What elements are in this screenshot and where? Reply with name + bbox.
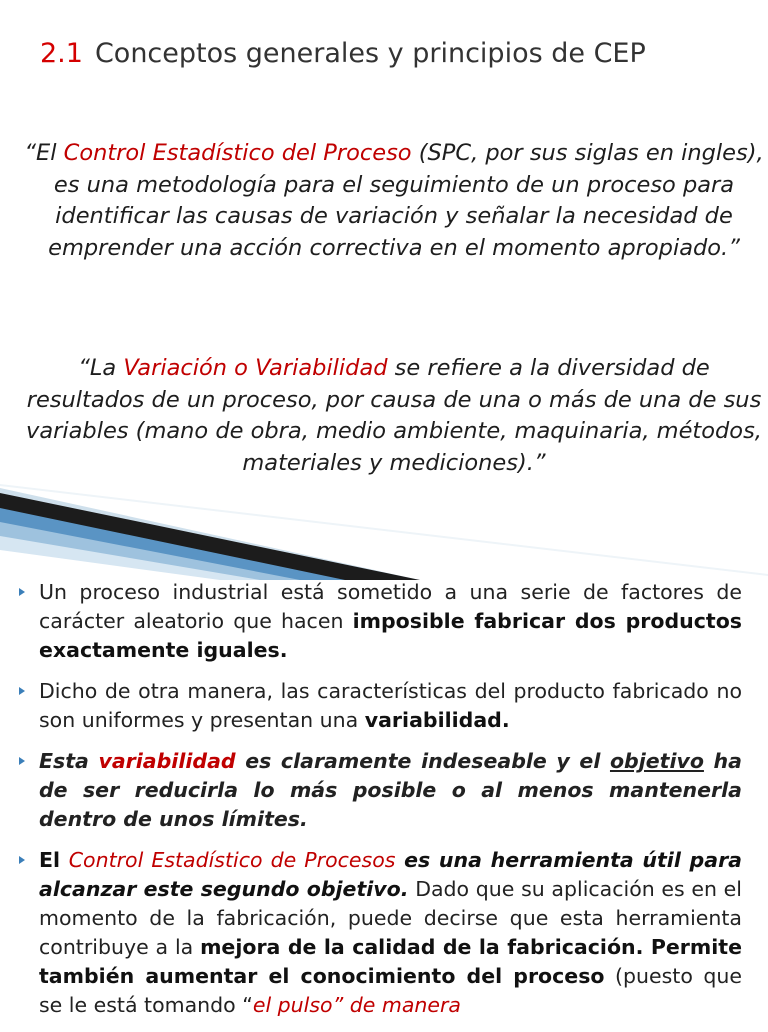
bullet-text: ha de ser reducirla lo más posible o al menos mantenerla dentro de unos límites. (39, 749, 742, 831)
bullet-bold-italic-text: es una herramienta útil para alcanzar este segundo objetivo. (39, 848, 743, 901)
quote2-rest: se refiere a la diversidad de resultados de un proceso, por causa de una o más de una de sus variables (mano de obra, medio ambiente, maquinaria, métodos, materiales y mediciones).” (26, 355, 762, 476)
bullet-bold-text: imposible fabricar dos productos exactamente iguales. (39, 609, 742, 662)
quote-variability-definition (24, 353, 764, 479)
section-number: 2.1 (40, 38, 83, 69)
decorative-swoosh (0, 484, 768, 580)
bullet-arrow-icon (19, 856, 25, 864)
bullet-red-text: variabilidad (98, 749, 236, 773)
bullet-text: Dicho de otra manera, las características del producto fabricado no son uniformes y presentan una (39, 679, 742, 732)
bullet-arrow-icon (19, 588, 25, 596)
slide-title (40, 38, 646, 69)
bullet-bold-text: mejora de la calidad de la fabricación. Permite también aumentar el conocimiento del proceso (39, 935, 743, 988)
bullet-underlined-text: objetivo (609, 749, 704, 773)
title-text: Conceptos generales y principios de CEP (94, 38, 646, 69)
bullet-arrow-icon (19, 687, 25, 695)
bullet-text: es claramente indeseable y el (235, 749, 610, 773)
quote-spc-definition (24, 138, 764, 264)
quote2-open: “La (78, 355, 124, 381)
bullet-red-text: Control Estadístico de Procesos (68, 848, 396, 872)
bullet-bold-text: variabilidad. (364, 708, 510, 732)
quote1-rest: (SPC, por sus siglas en ingles), es una metodología para el seguimiento de un proceso para identificar las causas de variación y señalar la necesidad de emprender una acción correctiva en el momento apropiado.” (48, 140, 764, 261)
bullet-list (0, 578, 768, 1032)
bullet-item (0, 578, 768, 665)
quote1-open: “El (24, 140, 64, 166)
bullet-text: (puesto que se le está tomando “ (39, 964, 742, 1017)
quote2-term: Variación o Variabilidad (123, 355, 388, 381)
bullet-text: Esta (39, 749, 99, 773)
bullet-bold-text: El (39, 848, 69, 872)
bullet-text: Un proceso industrial está sometido a una serie de factores de carácter aleatorio que hacen (39, 580, 742, 633)
bullet-arrow-icon (19, 757, 25, 765)
bullet-item (0, 747, 768, 834)
bullet-item (0, 677, 768, 735)
quote1-term: Control Estadístico del Proceso (63, 140, 412, 166)
bullet-red-text: el pulso” de manera (252, 993, 461, 1017)
bullet-item (0, 846, 768, 1020)
bullet-text: Dado que su aplicación es en el momento de la fabricación, puede decirse que esta herramienta contribuye a la (39, 877, 742, 959)
